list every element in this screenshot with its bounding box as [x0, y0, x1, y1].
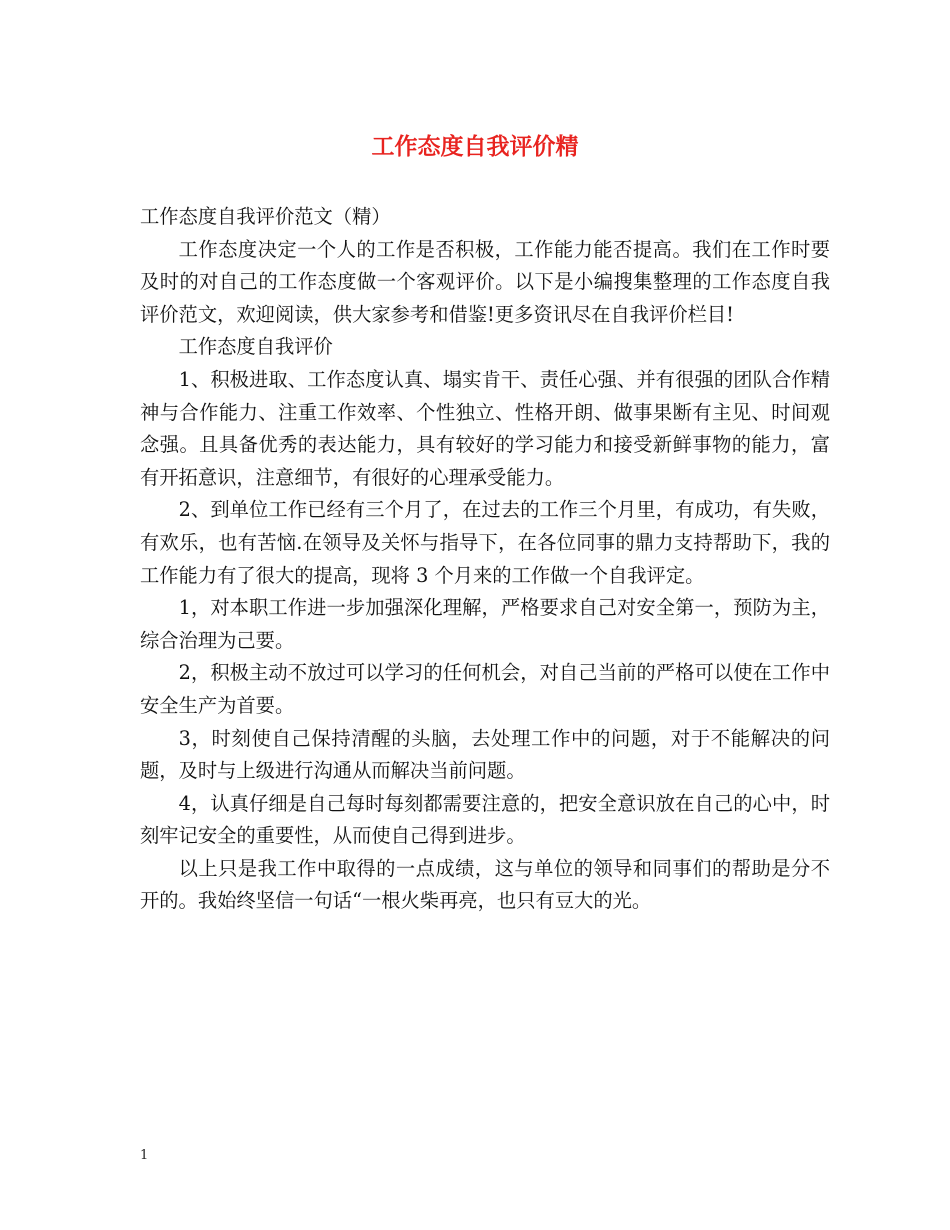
paragraph-section-heading: 工作态度自我评价 [178, 335, 333, 359]
paragraph-item-3: 3，时刻使自己保持清醒的头脑，去处理工作中的问题，对于不能解决的问题，及时与上级进行沟通从而解决当前问题。 [140, 726, 830, 783]
paragraph-item-4: 4，认真仔细是自己每时每刻都需要注意的，把安全意识放在自己的心中，时刻牢记安全的重要性，从而使自己得到进步。 [140, 791, 830, 848]
paragraph-intro: 工作态度决定一个人的工作是否积极，工作能力能否提高。我们在工作时要及时的对自己的工作态度做一个客观评价。以下是小编搜集整理的工作态度自我评价范文，欢迎阅读，供大家参考和借鉴!更多资讯尽在自我评价栏目! [140, 237, 830, 326]
paragraph-item-2: 2，积极主动不放过可以学习的任何机会，对自己当前的严格可以使在工作中安全生产为首要。 [140, 661, 830, 717]
document-title: 工作态度自我评价精 [371, 134, 579, 160]
paragraph-subtitle: 工作态度自我评价范文（精） [140, 205, 391, 228]
page-number: 1 [140, 1148, 149, 1163]
paragraph-closing: 以上只是我工作中取得的一点成绩，这与单位的领导和同事们的帮助是分不开的。我始终坚信一句话“一根火柴再亮，也只有豆大的光。 [140, 856, 830, 913]
paragraph-item-1: 1，对本职工作进一步加强深化理解，严格要求自己对安全第一，预防为主，综合治理为己要。 [140, 596, 830, 652]
paragraph-point-1: 1、积极进取、工作态度认真、塌实肯干、责任心强、并有很强的团队合作精神与合作能力、注重工作效率、个性独立、性格开朗、做事果断有主见、时间观念强。且具备优秀的表达能力，具有较好的学习能力和接受新鲜事物的能力，富有开拓意识，注意细节，有很好的心理承受能力。 [140, 367, 830, 489]
document-body [140, 201, 830, 918]
paragraph-point-2: 2、到单位工作已经有三个月了，在过去的工作三个月里，有成功，有失败，有欢乐，也有苦恼.在领导及关怀与指导下，在各位同事的鼎力支持帮助下，我的工作能力有了很大的提高，现将 3 个月来的工作做一个自我评定。 [140, 498, 830, 587]
